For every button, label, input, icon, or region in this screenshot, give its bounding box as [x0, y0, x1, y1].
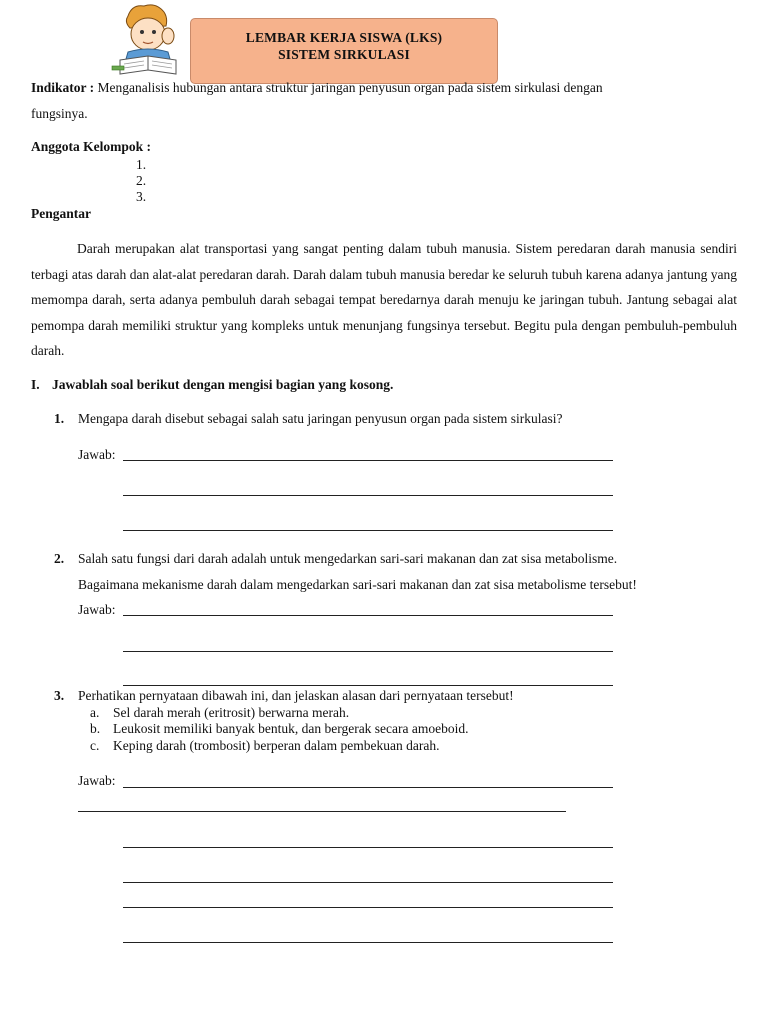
question-1-text: Mengapa darah disebut sebagai salah satu jaringan penyusun organ pada sistem sirkulasi? — [78, 411, 563, 426]
answer-line[interactable] — [123, 651, 613, 652]
question-3-item-b-text: Leukosit memiliki banyak bentuk, dan bergerak secara amoeboid. — [113, 721, 469, 736]
answer-line[interactable] — [123, 847, 613, 848]
title-line-1: LEMBAR KERJA SISWA (LKS) — [245, 30, 443, 45]
question-3-item-a-text: Sel darah merah (eritrosit) berwarna merah. — [113, 705, 350, 720]
answer-line[interactable] — [123, 882, 613, 883]
answer-line[interactable] — [123, 460, 613, 461]
answer-line[interactable] — [78, 811, 566, 812]
anggota-item-2: 2. — [136, 173, 147, 188]
question-3-item-a-letter: a. — [90, 705, 100, 720]
answer-line[interactable] — [123, 685, 613, 686]
answer-line[interactable] — [123, 615, 613, 616]
question-2-text-line-1: Salah satu fungsi dari darah adalah untuk mengedarkan sari-sari makanan dan zat sisa metabolisme. — [78, 551, 618, 566]
answer-line[interactable] — [123, 495, 613, 496]
pengantar-heading: Pengantar — [31, 206, 91, 221]
answer-line[interactable] — [123, 530, 613, 531]
question-3-item-c-text: Keping darah (trombosit) berperan dalam pembekuan darah. — [113, 738, 440, 753]
indikator-line-1 — [31, 80, 603, 96]
question-1-number: 1. — [54, 411, 65, 426]
anggota-item-3: 3. — [136, 189, 147, 204]
pengantar-paragraph: Darah merupakan alat transportasi yang sangat penting dalam tubuh manusia. Sistem peredaran darah manusia sendiri terbagi atas darah dan alat-alat peredaran darah. Darah dalam tubuh manusia beredar ke seluruh tubuh karena adanya jantung yang memompa darah, serta adanya pembuluh darah sebagai tempat beredarnya darah menuju ke jaringan tubuh. Jantung sebagai alat pemompa darah memiliki struktur yang kompleks untuk menunjang fungsinya tersebut. Begitu pula dengan pembuluh-pembuluh darah. — [31, 241, 737, 358]
title-line-2: SISTEM SIRKULASI — [278, 47, 410, 62]
question-3-item-c-letter: c. — [90, 738, 100, 753]
anggota-label: Anggota Kelompok : — [31, 139, 152, 154]
indikator-line-2: fungsinya. — [31, 106, 88, 121]
section-instruction: Jawablah soal berikut dengan mengisi bagian yang kosong. — [52, 377, 394, 392]
indikator-text: Menganalisis hubungan antara struktur jaringan penyusun organ pada sistem sirkulasi dengan — [97, 80, 603, 95]
question-3-text: Perhatikan pernyataan dibawah ini, dan jelaskan alasan dari pernyataan tersebut! — [78, 688, 514, 703]
question-2-number: 2. — [54, 551, 65, 566]
student-reading-book-icon — [108, 2, 188, 78]
question-3-answer-label: Jawab: — [78, 773, 116, 788]
question-2-answer-label: Jawab: — [78, 602, 116, 617]
title-box — [190, 18, 498, 84]
indikator-label: Indikator : — [31, 80, 95, 95]
question-1-answer-label: Jawab: — [78, 447, 116, 462]
anggota-item-1: 1. — [136, 157, 147, 172]
answer-line[interactable] — [123, 907, 613, 908]
answer-line[interactable] — [123, 942, 613, 943]
answer-line[interactable] — [123, 787, 613, 788]
question-3-item-b-letter: b. — [90, 721, 101, 736]
question-3-number: 3. — [54, 688, 65, 703]
section-number: I. — [31, 377, 40, 392]
question-2-text-line-2: Bagaimana mekanisme darah dalam mengedarkan sari-sari makanan dan zat sisa metabolisme tersebut! — [78, 577, 637, 592]
